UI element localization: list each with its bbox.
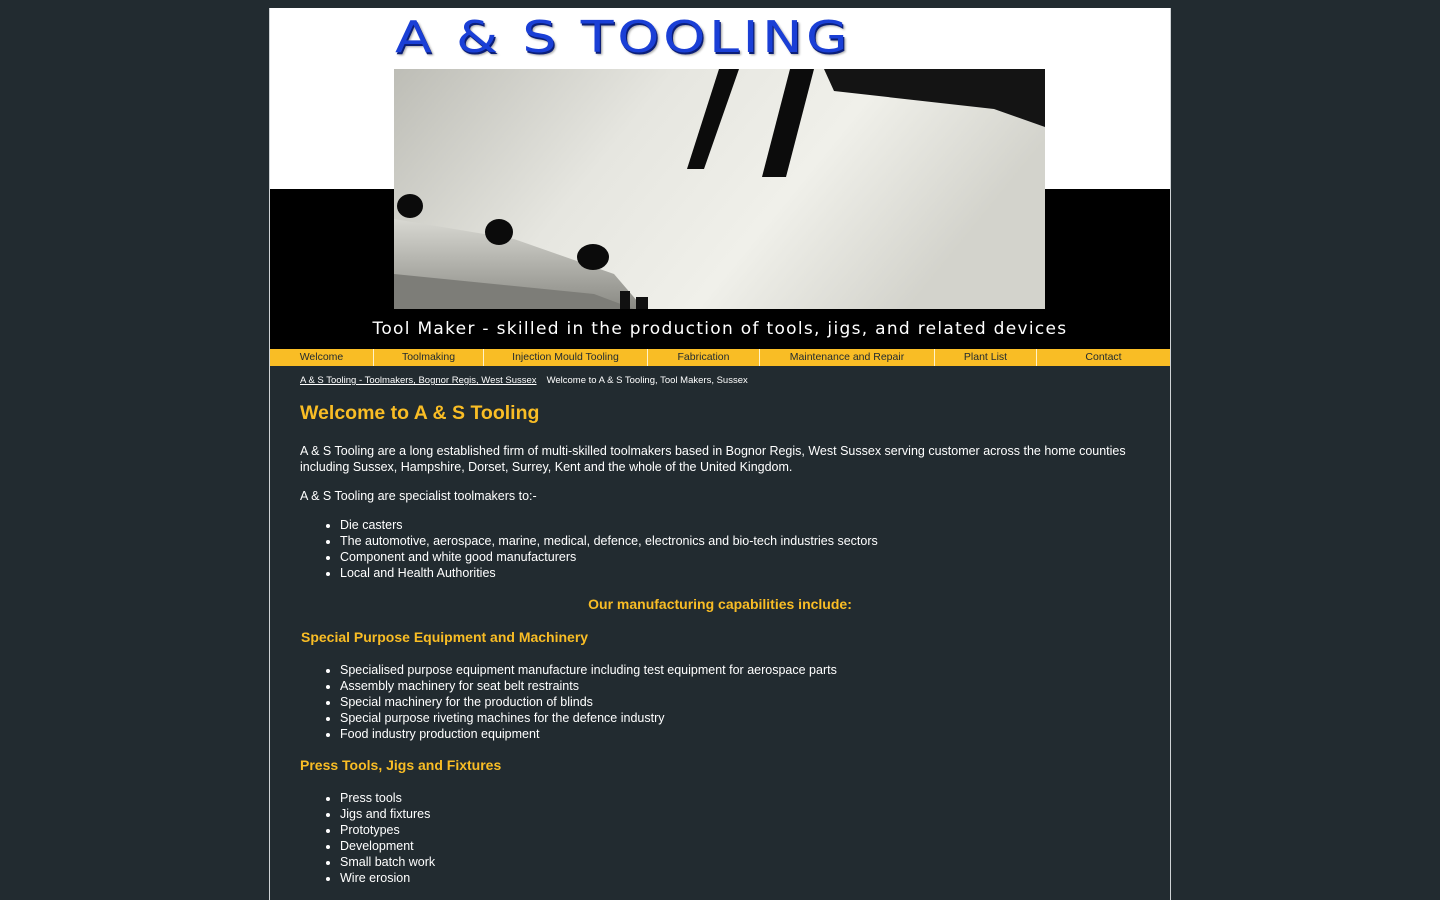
list-item: • Specialised purpose equipment manufacture including test equipment for aerospace parts [340, 662, 1140, 678]
nav-item-welcome[interactable]: Welcome [270, 349, 374, 366]
section-heading-special-purpose: Special Purpose Equipment and Machinery [301, 629, 589, 646]
nav-item-plant-list[interactable]: Plant List [935, 349, 1037, 366]
list-item: • Prototypes [340, 822, 1140, 838]
list-item: • Component and white good manufacturers [340, 549, 1140, 565]
press-tools-list [300, 790, 1140, 886]
site-tagline: Tool Maker - skilled in the production of tools, jigs, and related devices [372, 319, 1068, 339]
intro-paragraph: A & S Tooling are a long established firm of multi-skilled toolmakers based in Bognor Regis, West Sussex serving customer across the home counties including Sussex, Hampshire, Dorset, Surrey, Kent and the whole of the United Kingdom. [300, 444, 1126, 475]
list-item: • The automotive, aerospace, marine, medical, defence, electronics and bio-tech industries sectors [340, 533, 1140, 549]
section-heading-press-tools: Press Tools, Jigs and Fixtures [300, 757, 502, 774]
hero-image-graphic [394, 69, 1045, 309]
list-item: • Local and Health Authorities [340, 565, 1140, 581]
list-item: • Assembly machinery for seat belt restraints [340, 678, 1140, 694]
capabilities-heading: Our manufacturing capabilities include: [588, 596, 852, 613]
nav-item-contact[interactable]: Contact [1085, 351, 1122, 363]
list-item: • Jigs and fixtures [340, 806, 1140, 822]
list-item: • Special machinery for the production of blinds [340, 694, 1140, 710]
specialist-list [300, 517, 1140, 581]
list-item: • Food industry production equipment [340, 726, 1140, 742]
list-item: • Die casters [340, 517, 1140, 533]
special-purpose-list [300, 662, 1140, 742]
breadcrumb-home-link[interactable]: A & S Tooling - Toolmakers, Bognor Regis, West Sussex [300, 375, 537, 386]
page-title: Welcome to A & S Tooling [300, 402, 540, 424]
nav-item-toolmaking[interactable]: Toolmaking [374, 349, 484, 366]
list-item: • Special purpose riveting machines for the defence industry [340, 710, 1140, 726]
main-content [300, 366, 1140, 886]
nav-item-fabrication[interactable]: Fabrication [648, 349, 760, 366]
nav-item-maintenance-and-repair[interactable]: Maintenance and Repair [760, 349, 935, 366]
hero-metal-image [394, 69, 1045, 309]
breadcrumb [300, 375, 1140, 386]
specialist-lead: A & S Tooling are specialist toolmakers to:- [300, 489, 537, 504]
list-item: • Wire erosion [340, 870, 1140, 886]
site-header [270, 8, 1170, 349]
list-item: • Small batch work [340, 854, 1140, 870]
breadcrumb-current: Welcome to A & S Tooling, Tool Makers, Sussex [546, 375, 748, 386]
list-item: • Press tools [340, 790, 1140, 806]
main-nav [270, 349, 1170, 366]
nav-item-injection-mould-tooling[interactable]: Injection Mould Tooling [484, 349, 648, 366]
page-container [269, 8, 1171, 900]
list-item: • Development [340, 838, 1140, 854]
site-logo[interactable]: A & S TOOLING [395, 12, 852, 63]
